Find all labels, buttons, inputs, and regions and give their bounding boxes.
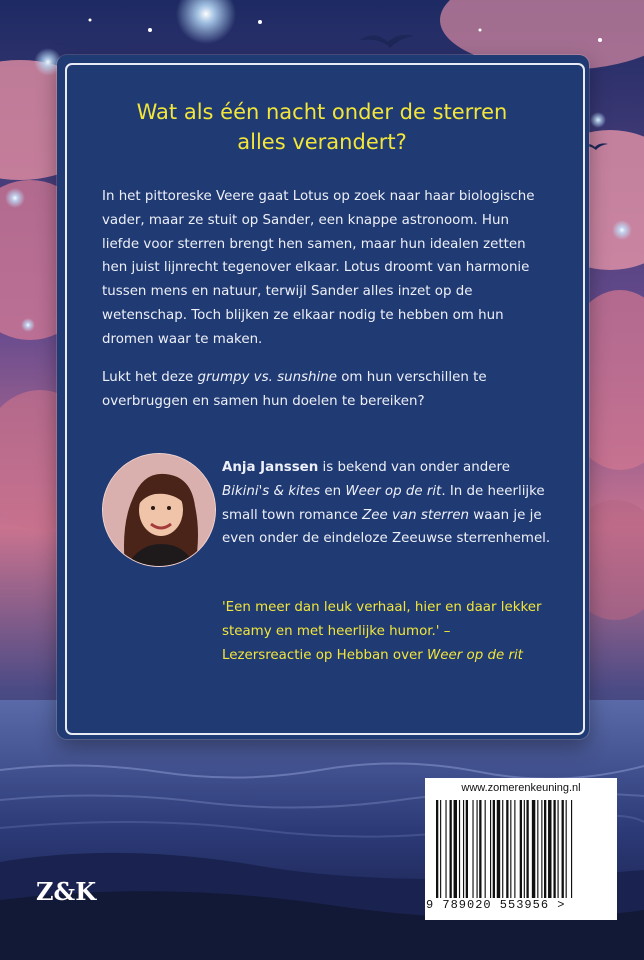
question-text-end: om hun verschillen te overbruggen en samen hun doelen te bereiken? <box>102 370 487 409</box>
quote-source <box>222 644 542 668</box>
barcode-bar <box>490 800 491 898</box>
author-photo <box>102 453 216 567</box>
author-bio-text-4: waan je je even onder de eindeloze Zeeuwse sterrenhemel. <box>222 507 551 547</box>
publisher-logo: Z&K <box>36 877 97 906</box>
isbn-number: 9 789020 553956 > <box>426 898 566 912</box>
barcode-bar <box>541 800 542 898</box>
isbn-barcode <box>434 800 610 898</box>
barcode-bar <box>520 800 522 898</box>
headline-line-2: alles verandert? <box>237 130 407 154</box>
barcode-bar <box>506 800 508 898</box>
barcode-bar <box>553 800 555 898</box>
barcode-bar <box>493 800 495 898</box>
quote-text: 'Een meer dan leuk verhaal, hier en daar lekker steamy en met heerlijke humor.' – <box>222 600 542 639</box>
barcode-bar <box>537 800 538 898</box>
barcode-bar <box>548 800 551 898</box>
barcode-bar <box>440 800 441 898</box>
author-bio-text-3: . In de heerlijke small town romance <box>222 483 545 523</box>
barcode-bar <box>526 800 528 898</box>
question-paragraph <box>102 366 542 414</box>
barcode-bar <box>544 800 546 898</box>
barcode-bar <box>479 800 481 898</box>
barcode-bar <box>477 800 478 898</box>
barcode-bar <box>514 800 515 898</box>
barcode-label <box>425 778 617 920</box>
reader-quote <box>222 596 542 667</box>
headline <box>90 97 554 157</box>
author-book-2: Weer op de rit <box>345 483 442 499</box>
author-bio-text-1: is bekend van onder andere <box>318 460 510 475</box>
barcode-bar <box>562 800 564 898</box>
barcode-bar <box>566 800 567 898</box>
barcode-bar <box>558 800 559 898</box>
quote-source-title: Weer op de rit <box>427 647 523 663</box>
barcode-bar <box>436 800 438 898</box>
author-name: Anja Janssen <box>222 460 319 475</box>
author-bio <box>222 456 552 551</box>
barcode-bar <box>571 800 572 898</box>
author-book-1: Bikini's & kites <box>222 483 321 499</box>
barcode-bar <box>497 800 500 898</box>
barcode-bar <box>472 800 473 898</box>
question-text-start: Lukt het deze <box>102 370 198 385</box>
headline-line-1: Wat als één nacht onder de sterren <box>136 100 508 124</box>
blurb-paragraph: In het pittoreske Veere gaat Lotus op zoek naar haar biologische vader, maar ze stuit op Sander, een knappe astronoom. Hun liefde voor sterren brengt hen samen, maar hun idealen zetten hen juist lijnrecht tegenover elkaar. Lotus droomt van harmonie tussen mens en natuur, terwijl Sander alles inzet op de wetenschap. Toch blijken ze elkaar nodig te hebben om hun dromen waar te maken. <box>102 189 535 347</box>
barcode-bar <box>466 800 468 898</box>
barcode-bar <box>524 800 525 898</box>
question-emphasis: grumpy vs. sunshine <box>197 370 337 385</box>
barcode-bar <box>454 800 457 898</box>
author-book-3: Zee van sterren <box>362 507 470 523</box>
website-url: www.zomerenkeuning.nl <box>461 782 581 794</box>
barcode-bar <box>450 800 452 898</box>
barcode-bar <box>445 800 446 898</box>
barcode-bar <box>532 800 535 898</box>
author-bio-text-2: en <box>320 483 346 499</box>
quote-source-prefix: Lezersreactie op Hebban over <box>222 647 428 663</box>
barcode-bar <box>510 800 511 898</box>
barcode-bar <box>485 800 486 898</box>
barcode-bar <box>502 800 503 898</box>
barcode-bar <box>463 800 464 898</box>
barcode-bar <box>459 800 460 898</box>
